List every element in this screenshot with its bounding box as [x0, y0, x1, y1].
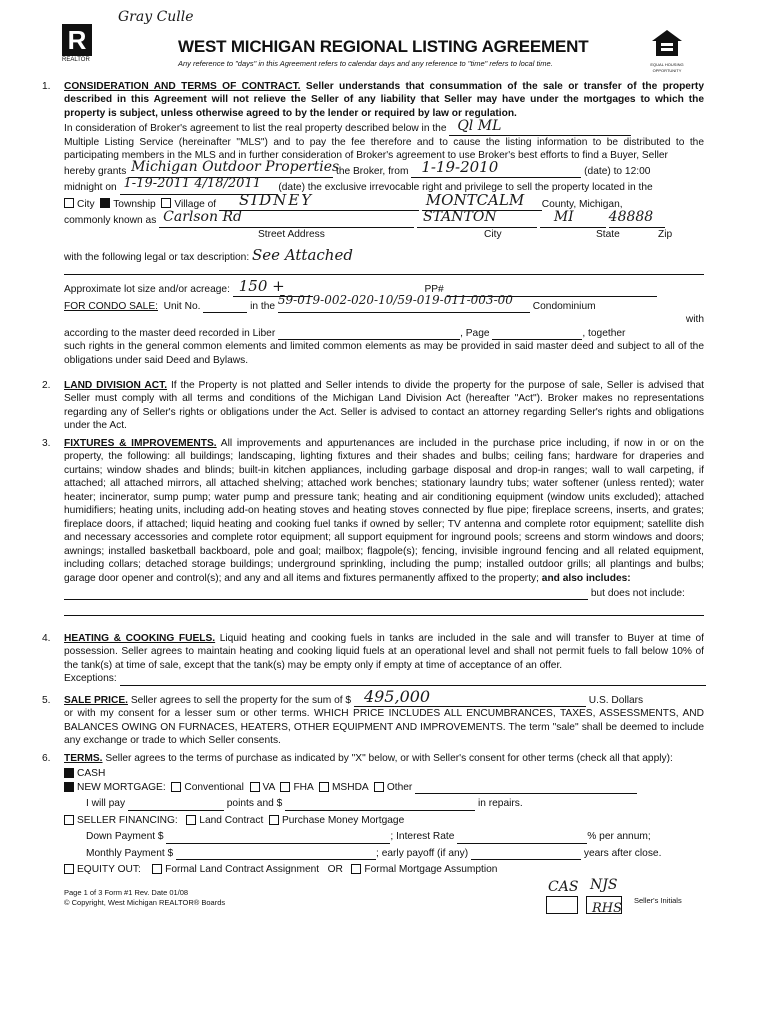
zip-caption: Zip	[658, 228, 673, 240]
new-mortgage-checkbox[interactable]	[64, 782, 74, 792]
interest-rate-label: ; Interest Rate	[390, 831, 455, 843]
copyright: © Copyright, West Michigan REALTOR® Boards	[64, 897, 226, 907]
points-field[interactable]	[128, 799, 224, 811]
repairs-label: in repairs.	[477, 798, 523, 810]
mls-text: Multiple Listing Service (hereinafter "MLS") and to pay the fee therefore and to cause the listing information to be distributed to the participating members in the MLS and in further consideration of Broker's agreement to use Broker's best efforts to find a Buyer, Seller	[64, 136, 704, 162]
section-5	[42, 687, 704, 748]
section-heading: TERMS.	[64, 753, 103, 764]
consideration-text: In consideration of Broker's agreement to list the real property described below in the	[64, 123, 447, 135]
seller-initials-label: Seller's Initials	[634, 896, 682, 905]
condo-name-field[interactable]	[277, 293, 530, 313]
page-info: Page 1 of 3 Form #1 Rev. Date 01/08	[64, 888, 189, 897]
date-label: (date) to 12:00	[584, 165, 651, 177]
exceptions-label: Exceptions:	[64, 673, 117, 685]
equity-out-checkbox[interactable]	[64, 864, 74, 874]
section-text: Seller agrees to the terms of purchase as indicated by "X" below, or with Seller's consent for other terms (check all that apply):	[105, 753, 673, 764]
section-heading: CONSIDERATION AND TERMS OF CONTRACT.	[64, 81, 301, 92]
sale-price-value: 495,000	[363, 687, 431, 707]
formal-mortgage-checkbox[interactable]	[351, 864, 361, 874]
section-6	[42, 752, 704, 877]
from-date-field[interactable]	[411, 158, 581, 178]
other-label: Other	[386, 781, 413, 793]
liber-field[interactable]	[278, 328, 460, 340]
section-heading: LAND DIVISION ACT.	[64, 380, 168, 391]
section-heading: HEATING & COOKING FUELS.	[64, 633, 216, 644]
city-checkbox[interactable]	[64, 198, 74, 208]
from-date-value: 1-19-2010	[421, 158, 499, 177]
legal-description-label: with the following legal or tax description:	[64, 251, 250, 263]
equal-housing-logo	[650, 28, 684, 73]
county-value: MONTCALM	[425, 191, 525, 210]
purchase-money-checkbox[interactable]	[269, 815, 279, 825]
initials-value-2: NJS	[590, 877, 618, 893]
unit-no-label: Unit No.	[163, 300, 201, 312]
midnight-label: midnight on	[64, 182, 117, 194]
mshda-checkbox[interactable]	[319, 782, 329, 792]
sale-price-terms: or with my consent for a lesser sum or other terms. WHICH PRICE INCLUDES ALL ENCUMBRANCES, TAXES, ASSESSMENTS, AND BALANCES OWING ON FURNACES, HEATERS, OTHER EQUIPMENT AND IMPROVEMENTS. The term "sale" shall be deemed to include any exchange or trade to which Seller consents.	[64, 708, 704, 747]
down-payment-label: Down Payment $	[86, 831, 164, 843]
handwritten-annotation: Gray Culle	[118, 9, 194, 25]
other-mortgage-field[interactable]	[415, 782, 637, 794]
fha-checkbox[interactable]	[280, 782, 290, 792]
section-text: All improvements and appurtenances are included in the purchase price including, if now in or on the property, the following: all buildings; landscaping, lighting fixtures and their shades and bulbs; ceiling fans; hardware for draperies and curtains; window shades and blinds; built-in kitchen appliances, including garbage disposal and drop-in ranges; wall to wall carpeting, if attached; all attached mirrors, all attached shelving; attached work benches; stationary laundry tubs; water softener (unless rented); water heater; incinerator, sump pump; water pump and pressure tank; heating and air conditioning equipment (window units excluded); attached humidifiers; heating units, including add-on heating stoves and heating stoves connected by flue pipe; fireplace screens, inserts, and grates; fireplace doors, if attached; liquid heating and cooking fuel tanks if owned by seller; TV antenna and complete rotor equipment; satellite dish and necessary accessories and complete rotor equipment; all support equipment for inground pools; screens and storm windows and doors; awnings; installed basketball backboard, pole and goal; mailbox; flagpole(s); fencing, invisible inground fencing and all related equipment, including collars; detached storage buildings; underground sprinkling, including the pump; installed outdoor grills; all plantings and bulbs; garage door opener and control(s); and any and all items and fixtures permanently affixed to the property;	[64, 438, 704, 584]
city-option-label: City	[77, 198, 95, 210]
monthly-payment-label: Monthly Payment $	[86, 847, 174, 859]
mshda-label: MSHDA	[331, 781, 369, 793]
land-contract-checkbox[interactable]	[186, 815, 196, 825]
page-subtitle: Any reference to "days" in this Agreement refers to calendar days and any reference to "time" refers to local time.	[178, 59, 553, 68]
section-number: 5.	[42, 695, 51, 706]
section-bold-text: Seller understands that consummation of the sale or transfer of the property described in this Agreement will not relieve the Seller of any liability that Seller may have under the mortgages to which the property is subject, unless otherwise agreed to by the lender or required by law or regulation.	[64, 81, 704, 119]
street-address-field[interactable]	[159, 208, 414, 228]
state-caption: State	[596, 228, 620, 240]
in-the-label: in the	[250, 300, 276, 312]
will-pay-label: I will pay	[86, 798, 126, 810]
equity-out-label: EQUITY OUT:	[77, 864, 141, 876]
land-contract-label: Land Contract	[199, 814, 264, 826]
also-includes-field[interactable]	[64, 588, 588, 600]
legal-description-value[interactable]: See Attached	[252, 245, 353, 264]
parcel-number-value: 59-019-002-020-10/59-019-011-003-00	[277, 293, 513, 308]
street-address-caption: Street Address	[258, 228, 325, 240]
together-label: , together	[582, 327, 626, 339]
realtor-label: REALTOR	[62, 57, 90, 63]
cash-checkbox[interactable]	[64, 768, 74, 778]
mls-name-value: Ql ML	[457, 117, 502, 134]
village-option-label: Village of	[174, 198, 217, 210]
to-date-value: 1-19-2011 4/18/2011	[123, 175, 261, 191]
city-field[interactable]	[417, 208, 537, 228]
exceptions-field[interactable]	[120, 674, 706, 686]
initials-value-1: CAS	[548, 879, 579, 895]
state-value: MI	[553, 208, 574, 225]
pp-label: PP#	[424, 284, 444, 296]
street-address-value: Carlson Rd	[163, 208, 242, 225]
purchase-money-label: Purchase Money Mortgage	[281, 814, 405, 826]
new-mortgage-label: NEW MORTGAGE:	[77, 781, 166, 793]
or-label: OR	[327, 864, 343, 876]
section-1	[42, 80, 704, 367]
conventional-checkbox[interactable]	[171, 782, 181, 792]
zip-field[interactable]	[608, 208, 665, 228]
section-text: If the Property is not platted and Seller intends to divide the property for the purpose of sale, Seller is advised that Seller must comply with all terms and conditions of the Michigan Land Division Act (hereafter "Act"). Broker makes no representations regarding any of Seller's rights or obligations under the Act. Seller is advised to contact an attorney regarding Seller's rights and obligations under the Act.	[64, 380, 704, 432]
points-label: points and $	[226, 798, 283, 810]
lot-size-label: Approximate lot size and/or acreage:	[64, 284, 230, 296]
does-not-include-label: but does not include:	[590, 587, 685, 599]
seller-financing-checkbox[interactable]	[64, 815, 74, 825]
va-label: VA	[262, 781, 275, 793]
interest-rate-field[interactable]	[457, 832, 587, 844]
formal-mortgage-label: Formal Mortgage Assumption	[364, 864, 498, 876]
unit-no-field[interactable]	[203, 301, 247, 313]
page-footer	[64, 888, 225, 908]
va-checkbox[interactable]	[250, 782, 260, 792]
fha-label: FHA	[293, 781, 314, 793]
township-option-label: Township	[113, 198, 156, 210]
zip-value: 48888	[608, 208, 654, 225]
seller-financing-label: SELLER FINANCING:	[77, 814, 178, 826]
early-payoff-label: ; early payoff (if any)	[376, 847, 469, 859]
section-number: 1.	[42, 81, 51, 92]
initials-value-3: RHS	[592, 901, 623, 916]
currency-label: U.S. Dollars	[588, 695, 644, 706]
section-heading: SALE PRICE.	[64, 695, 128, 706]
condominium-label: Condominium	[532, 300, 596, 312]
seller-initials-box[interactable]	[546, 878, 626, 922]
sale-price-text: Seller agrees to sell the property for the sum of $	[130, 695, 352, 706]
state-field[interactable]	[540, 208, 606, 228]
also-includes-label: and also includes:	[541, 572, 631, 584]
section-number: 4.	[42, 633, 51, 644]
cash-label: CASH	[77, 768, 106, 780]
condo-rights-text: such rights in the general common elements and limited common elements as may be provided in said master deed and subject to all of the obligations under said Deed and Bylaws.	[64, 341, 704, 366]
section-heading: FIXTURES & IMPROVEMENTS.	[64, 438, 217, 449]
section-text: Liquid heating and cooking fuels in tanks are included in the sale and will transfer to Buyer at time of possession. Seller agrees to maintain heating and cooking liquid fuels at an operational level and shall not permit fuels to fall below 10% of the tank(s) at time of sale, except that the tank(s) may be empty only if empty at time of acceptance of an offer.	[64, 633, 704, 671]
hereby-label: hereby grants	[64, 165, 127, 177]
section-number: 3.	[42, 438, 51, 449]
section-number: 6.	[42, 753, 51, 764]
initials-box-1	[546, 896, 578, 914]
city-caption: City	[484, 228, 502, 240]
city-value: STANTON	[422, 208, 497, 225]
sale-price-field[interactable]	[354, 687, 586, 707]
years-label: years after close.	[583, 847, 662, 859]
conventional-label: Conventional	[184, 781, 244, 793]
repairs-field[interactable]	[285, 799, 475, 811]
house-icon	[650, 28, 684, 58]
formal-land-contract-label: Formal Land Contract Assignment	[165, 864, 320, 876]
commonly-known-label: commonly known as	[64, 215, 157, 227]
early-payoff-field[interactable]	[471, 848, 581, 860]
page-field[interactable]	[492, 328, 582, 340]
does-not-include-field[interactable]	[64, 614, 704, 616]
section-2	[42, 379, 704, 433]
rights-text: (date) the exclusive irrevocable right and privilege to sell the property located in the	[278, 182, 653, 194]
broker-label: the Broker, from	[335, 165, 409, 177]
lot-size-value: 150 +	[238, 276, 285, 295]
formal-land-contract-checkbox[interactable]	[152, 864, 162, 874]
with-label: with	[685, 314, 704, 326]
section-4	[42, 632, 704, 686]
section-3	[42, 437, 704, 616]
legal-description-line	[64, 273, 704, 275]
page-label: , Page	[460, 327, 490, 339]
realtor-r-icon: R	[62, 24, 92, 56]
down-payment-field[interactable]	[166, 832, 390, 844]
page-title: WEST MICHIGAN REGIONAL LISTING AGREEMENT	[178, 37, 589, 56]
broker-value: Michigan Outdoor Properties	[131, 159, 340, 176]
county-label: County, Michigan,	[541, 198, 623, 210]
monthly-payment-field[interactable]	[176, 848, 376, 860]
condo-sale-label: FOR CONDO SALE:	[64, 300, 158, 312]
liber-label: according to the master deed recorded in Liber	[64, 327, 276, 339]
other-checkbox[interactable]	[374, 782, 384, 792]
mls-name-field[interactable]	[449, 117, 631, 136]
section-number: 2.	[42, 380, 51, 391]
township-checkbox[interactable]	[100, 198, 110, 208]
eho-label: EQUAL HOUSING OPPORTUNITY	[650, 62, 684, 73]
municipality-value: SIDNEY	[238, 191, 314, 210]
municipality-field[interactable]	[219, 191, 419, 211]
realtor-logo	[62, 24, 100, 62]
per-annum-label: % per annum;	[587, 831, 651, 843]
